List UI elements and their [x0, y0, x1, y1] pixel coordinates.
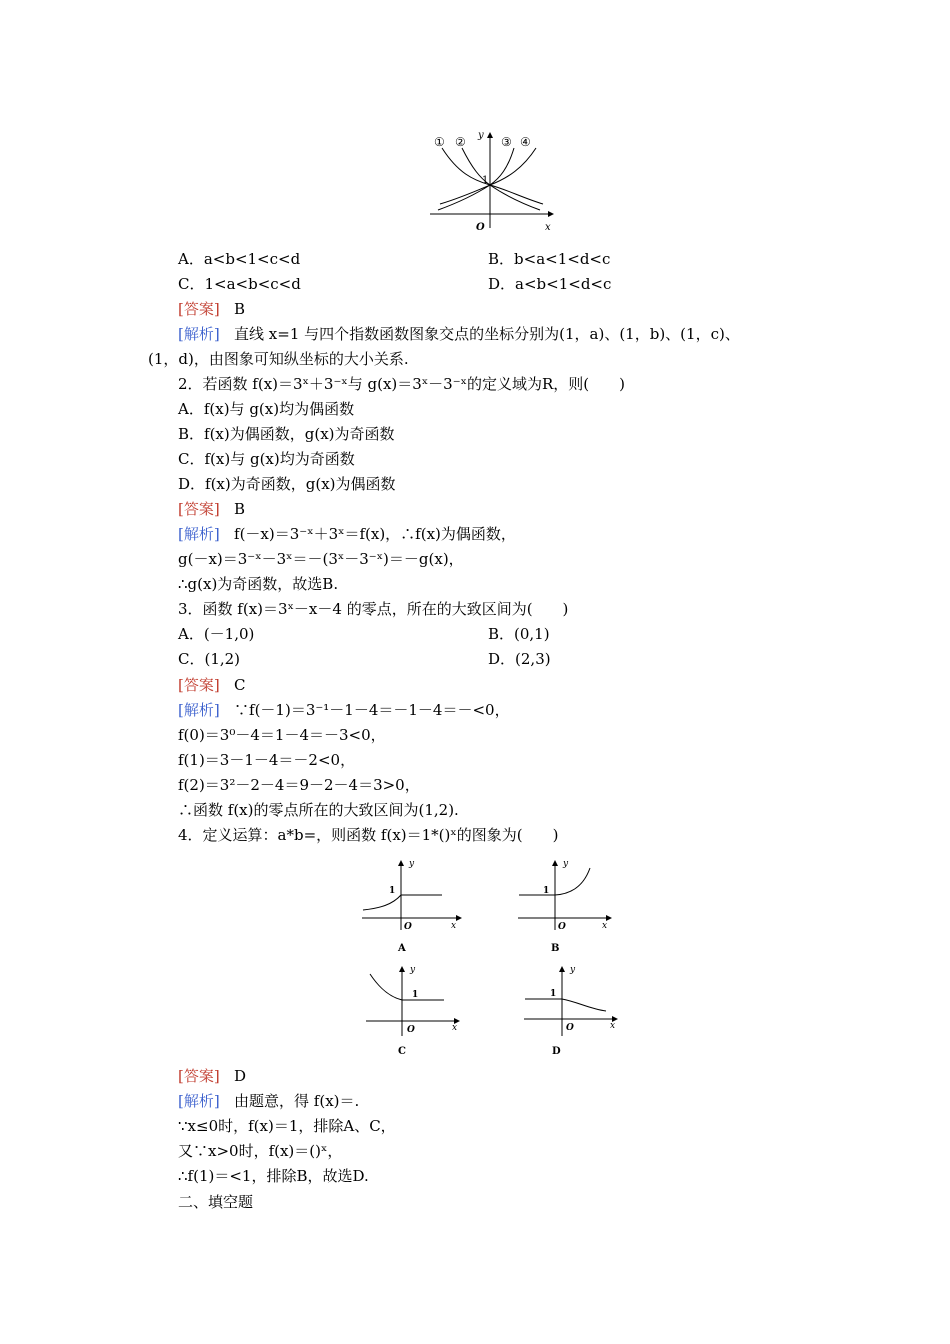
x-axis-label: x [545, 222, 551, 233]
x-axis-label: x [610, 1021, 616, 1031]
origin-label: O [566, 1023, 574, 1033]
graph-curve [363, 895, 442, 910]
q3-option-c: C．(1,2) [178, 650, 241, 668]
curve-label-1: ① [434, 135, 445, 149]
y-axis-label: y [478, 130, 484, 141]
analysis-text: 由题意，得 f(x)＝. [234, 1092, 360, 1110]
analysis-text: f(－x)＝3⁻ˣ＋3ˣ＝f(x)，∴f(x)为偶函数， [234, 525, 516, 543]
y-axis-arrow [399, 966, 405, 972]
q2-option-c: C．f(x)与 g(x)均为奇函数 [178, 450, 355, 468]
curve-1 [442, 148, 543, 204]
graph-b [514, 858, 624, 958]
graph-label: A [398, 943, 406, 954]
graph-d [520, 964, 630, 1064]
y-axis-arrow [487, 132, 493, 138]
one-label: 1 [389, 886, 396, 896]
q1-analysis [178, 324, 740, 344]
graph-curve [525, 999, 606, 1011]
answer-tag: [答案] [178, 300, 220, 318]
q3-option-b: B．(0,1) [488, 625, 550, 643]
analysis-tag: [解析] [178, 701, 220, 719]
q1-answer [178, 299, 245, 319]
x-axis-label: x [452, 1023, 458, 1033]
origin-label: O [476, 222, 485, 233]
q3-option-a: A．(－1,0) [178, 625, 255, 643]
origin-label: O [407, 1025, 415, 1035]
analysis-text: 直线 x=1 与四个指数函数图象交点的坐标分别为(1，a)、(1，b)、(1，c)、 [234, 325, 740, 343]
x-axis-arrow [456, 915, 462, 921]
answer-value: B [234, 300, 246, 318]
answer-tag: [答案] [178, 500, 220, 518]
q1-analysis-line2: (1，d)，由图象可知纵坐标的大小关系. [148, 350, 409, 368]
y-axis-label: y [563, 859, 569, 869]
one-label: 1 [482, 175, 489, 186]
y-axis-arrow [559, 966, 565, 972]
graph-curve [370, 974, 444, 1000]
q1-option-c: C．1<a<b<c<d [178, 275, 301, 293]
one-label: 1 [412, 990, 419, 1000]
analysis-tag: [解析] [178, 1092, 220, 1110]
answer-value: C [234, 676, 246, 694]
q4-analysis-line3: 又∵x>0时，f(x)＝()ˣ， [178, 1142, 343, 1160]
q3-analysis-line2: f(0)＝3⁰－4＝1－4＝－3<0， [178, 726, 386, 744]
analysis-text: ∵f(－1)＝3⁻¹－1－4＝－1－4＝－<0， [234, 701, 510, 719]
answer-tag: [答案] [178, 676, 220, 694]
answer-tag: [答案] [178, 1067, 220, 1085]
q3-analysis [178, 700, 510, 720]
q4-answer [178, 1066, 246, 1086]
graph-a [358, 858, 468, 958]
q2-analysis [178, 524, 516, 544]
q4-analysis-line4: ∴f(1)＝<1，排除B，故选D. [178, 1167, 369, 1185]
graph-label: B [551, 943, 560, 954]
answer-value: B [234, 500, 246, 518]
origin-label: O [558, 922, 566, 932]
q4-stem: 4．定义运算：a*b=，则函数 f(x)＝1*()ˣ的图象为( ) [178, 826, 559, 844]
one-label: 1 [550, 989, 557, 999]
answer-value: D [234, 1067, 247, 1085]
graph-label: D [552, 1046, 561, 1057]
curve-label-4: ④ [520, 135, 531, 149]
analysis-tag: [解析] [178, 325, 220, 343]
curve-label-3: ③ [501, 135, 512, 149]
q2-stem: 2．若函数 f(x)＝3ˣ＋3⁻ˣ与 g(x)＝3ˣ－3⁻ˣ的定义域为R，则( ) [178, 375, 625, 393]
q4-analysis [178, 1091, 359, 1111]
q2-analysis-line2: g(－x)＝3⁻ˣ－3ˣ＝－(3ˣ－3⁻ˣ)＝－g(x)， [178, 550, 464, 568]
q2-analysis-line3: ∴g(x)为奇函数，故选B. [178, 575, 339, 593]
y-axis-label: y [410, 965, 416, 975]
q3-answer [178, 675, 246, 695]
q1-option-a: A．a<b<1<c<d [178, 250, 301, 268]
y-axis-arrow [398, 860, 404, 866]
x-axis-label: x [602, 921, 608, 931]
y-axis-arrow [552, 860, 558, 866]
q2-option-a: A．f(x)与 g(x)均为偶函数 [178, 400, 355, 418]
section-title: 二、填空题 [178, 1193, 254, 1211]
q3-option-d: D．(2,3) [488, 650, 551, 668]
y-axis-label: y [570, 965, 576, 975]
graph-c [362, 964, 472, 1064]
q3-stem: 3．函数 f(x)＝3ˣ－x－4 的零点，所在的大致区间为( ) [178, 600, 569, 618]
exponential-curves-figure [428, 128, 558, 238]
q1-option-b: B．b<a<1<d<c [488, 250, 611, 268]
analysis-tag: [解析] [178, 525, 220, 543]
graph-label: C [398, 1046, 406, 1057]
y-axis-label: y [409, 859, 415, 869]
q1-option-d: D．a<b<1<d<c [488, 275, 612, 293]
q2-option-b: B．f(x)为偶函数，g(x)为奇函数 [178, 425, 395, 443]
origin-label: O [404, 922, 412, 932]
q3-analysis-line5: ∴函数 f(x)的零点所在的大致区间为(1,2). [178, 801, 459, 819]
x-axis-label: x [451, 921, 457, 931]
q2-answer [178, 499, 245, 519]
one-label: 1 [543, 886, 550, 896]
q3-analysis-line4: f(2)＝3²－2－4＝9－2－4＝3>0， [178, 776, 420, 794]
curve-label-2: ② [455, 135, 466, 149]
q3-analysis-line3: f(1)＝3－1－4＝－2<0， [178, 751, 356, 769]
q2-option-d: D．f(x)为奇函数，g(x)为偶函数 [178, 475, 396, 493]
x-axis-arrow [548, 211, 554, 217]
q4-analysis-line2: ∵x≤0时，f(x)＝1，排除A、C， [178, 1117, 396, 1135]
